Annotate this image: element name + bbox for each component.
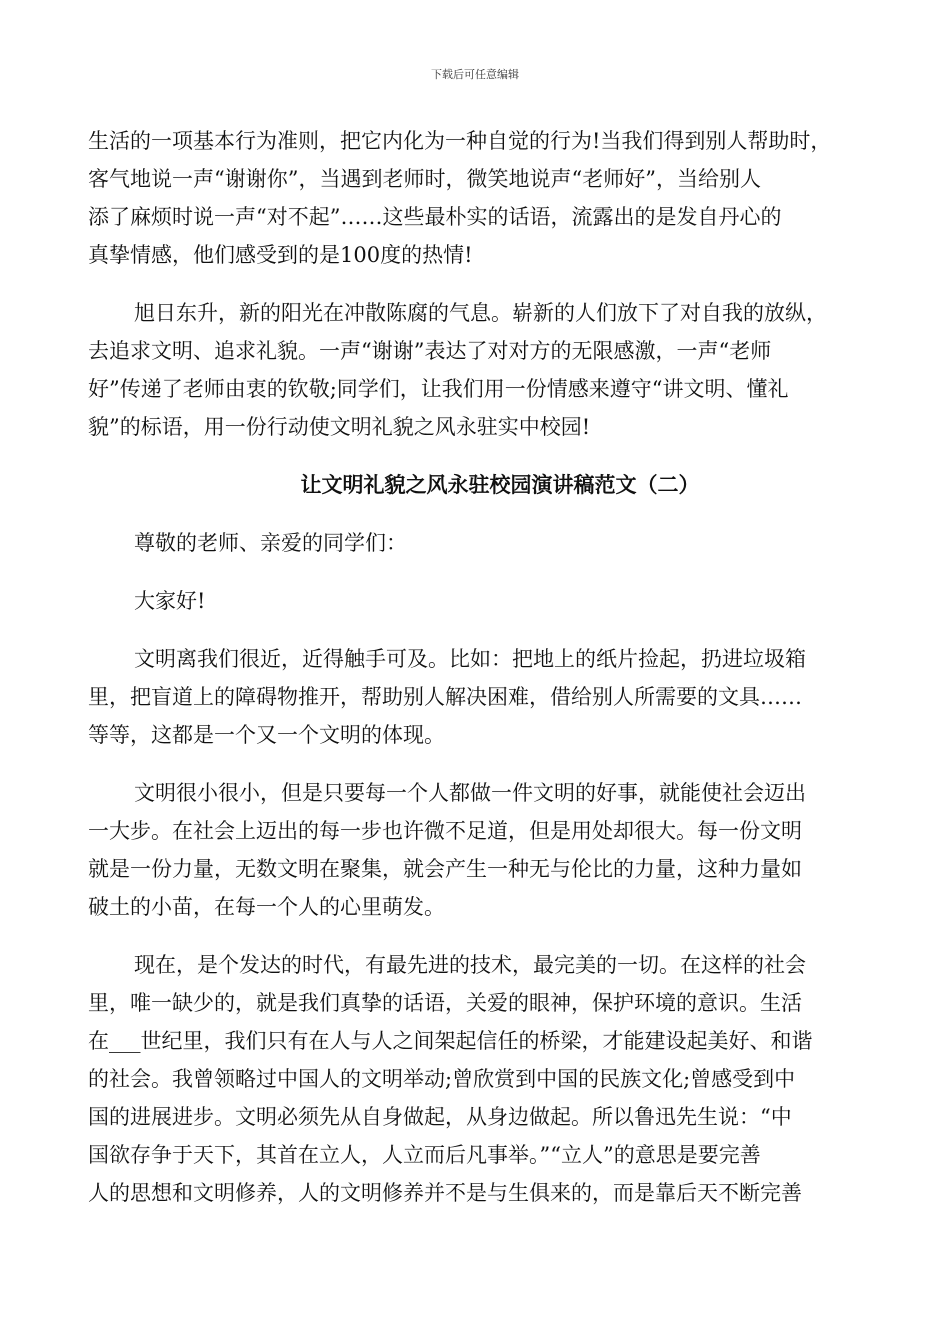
document-body bbox=[88, 122, 864, 1212]
text-line: 旭日东升，新的阳光在冲散陈腐的气息。崭新的人们放下了对自我的放纵， bbox=[134, 301, 827, 325]
greeting: 大家好! bbox=[134, 589, 206, 613]
text-line: 在___世纪里，我们只有在人与人之间架起信任的桥梁，才能建设起美好、和谐 bbox=[88, 1029, 813, 1053]
text-line: 一大步。在社会上迈出的每一步也许微不足道，但是用处却很大。每一份文明 bbox=[88, 819, 802, 843]
text-line: 去追求文明、追求礼貌。一声“谢谢”表达了对对方的无限感激，一声“老师 bbox=[88, 339, 772, 363]
salutation: 尊敬的老师、亲爱的同学们： bbox=[134, 531, 407, 555]
text-line: 现在，是个发达的时代，有最先进的技术，最完美的一切。在这样的社会 bbox=[134, 953, 806, 977]
text-line: 里，把盲道上的障碍物推开，帮助别人解决困难，借给别人所需要的文具…… bbox=[88, 685, 802, 709]
text-line: 好”传递了老师由衷的钦敬;同学们，让我们用一份情感来遵守“讲文明、懂礼 bbox=[88, 377, 789, 401]
text-line: 文明很小很小，但是只要每一个人都做一件文明的好事，就能使社会迈出 bbox=[134, 781, 806, 805]
paragraph-1 bbox=[88, 122, 864, 274]
text-line: 里，唯一缺少的，就是我们真挚的话语，关爱的眼神，保护环境的意识。生活 bbox=[88, 991, 802, 1015]
text-line: 客气地说一声“谢谢你”，当遇到老师时，微笑地说声“老师好”，当给别人 bbox=[88, 167, 761, 191]
text-line: 真挚情感，他们感受到的是100度的热情! bbox=[88, 243, 473, 267]
text-line: 的社会。我曾领略过中国人的文明举动;曾欣赏到中国的民族文化;曾感受到中 bbox=[88, 1067, 796, 1091]
text-line: 国的进展进步。文明必须先从自身做起，从身边做起。所以鲁迅先生说：“中 bbox=[88, 1105, 792, 1129]
text-line: 文明离我们很近，近得触手可及。比如：把地上的纸片捡起，扔进垃圾箱 bbox=[134, 647, 806, 671]
section-title: 让文明礼貌之风永驻校园演讲稿范文（二） bbox=[300, 472, 700, 497]
text-line: 破土的小苗，在每一个人的心里萌发。 bbox=[88, 895, 445, 919]
text-line: 就是一份力量，无数文明在聚集，就会产生一种无与伦比的力量，这种力量如 bbox=[88, 857, 802, 881]
text-line: 等等，这都是一个又一个文明的体现。 bbox=[88, 723, 445, 747]
paragraph-5 bbox=[88, 946, 864, 1212]
paragraph-3 bbox=[88, 640, 864, 754]
text-line: 貌”的标语，用一份行动使文明礼貌之风永驻实中校园! bbox=[88, 415, 591, 439]
header-note: 下载后可任意编辑 bbox=[431, 68, 519, 81]
text-line: 生活的一项基本行为准则，把它内化为一种自觉的行为!当我们得到别人帮助时， bbox=[88, 129, 832, 153]
paragraph-4 bbox=[88, 774, 864, 926]
text-line: 添了麻烦时说一声“对不起”……这些最朴实的话语，流露出的是发自丹心的 bbox=[88, 205, 782, 229]
text-line: 国欲存争于天下，其首在立人，人立而后凡事举。”“立人”的意思是要完善 bbox=[88, 1143, 761, 1167]
paragraph-2 bbox=[88, 294, 864, 446]
text-line: 人的思想和文明修养，人的文明修养并不是与生俱来的，而是靠后天不断完善 bbox=[88, 1181, 802, 1205]
